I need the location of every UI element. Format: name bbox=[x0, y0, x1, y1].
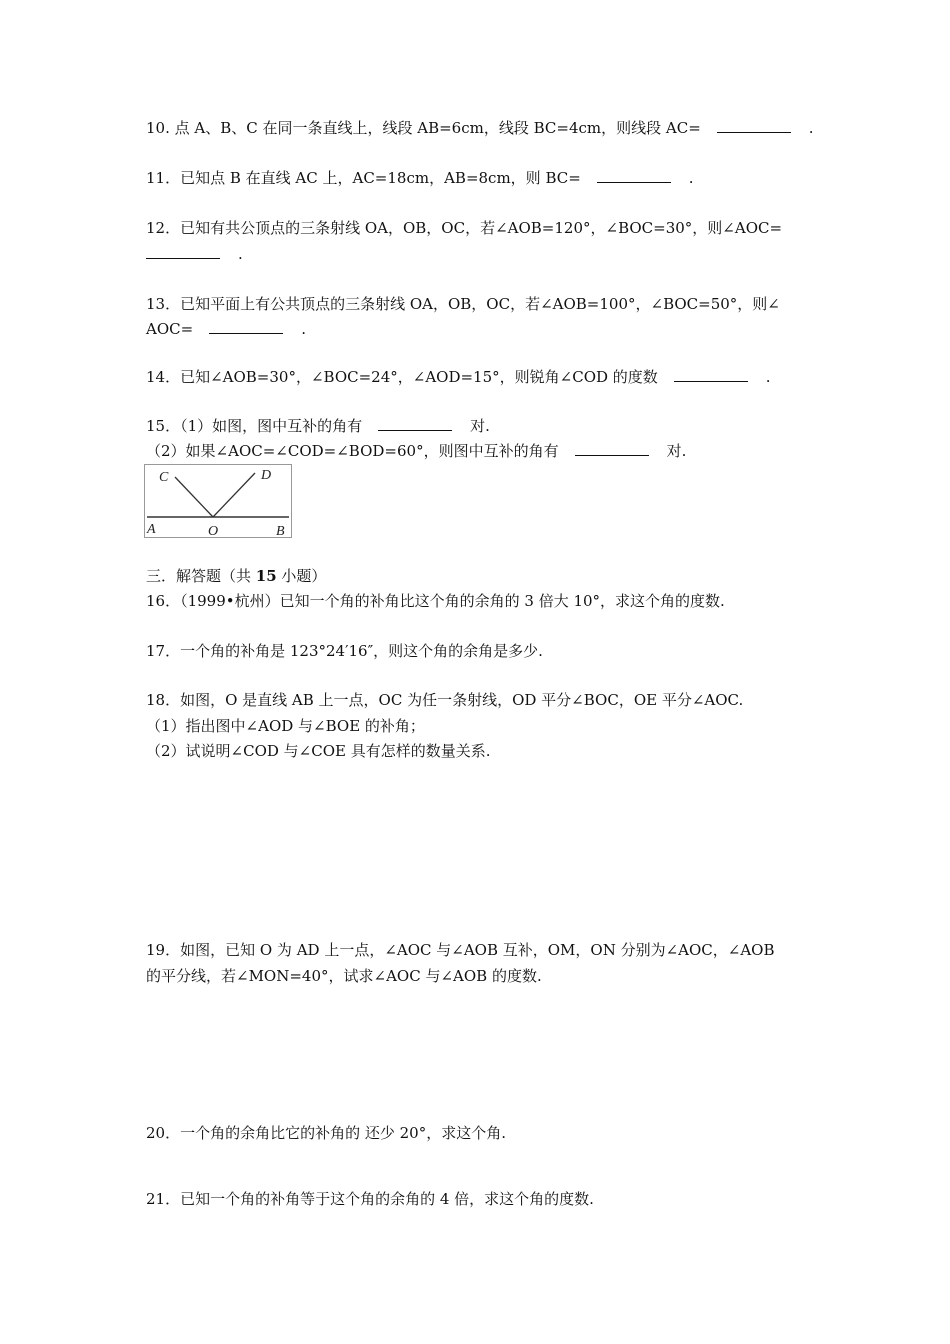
label-c: C bbox=[159, 470, 169, 485]
question-14-end: . bbox=[765, 368, 771, 386]
answer-blank bbox=[674, 367, 748, 382]
question-20-text: 20．一个角的余角比它的补角的 还少 20°，求这个角. bbox=[146, 1124, 506, 1142]
question-13-end: . bbox=[301, 320, 306, 338]
angle-diagram bbox=[145, 465, 291, 537]
question-19-line2: 的平分线，若∠MON=40°，试求∠AOC 与∠AOB 的度数. bbox=[146, 967, 542, 985]
question-15-part1-end: 对. bbox=[470, 417, 490, 435]
section-heading-suffix: 小题） bbox=[276, 567, 327, 585]
question-21-text: 21．已知一个角的补角等于这个角的余角的 4 倍，求这个角的度数. bbox=[146, 1190, 594, 1208]
section-heading-count: 15 bbox=[255, 567, 277, 585]
question-17-text: 17．一个角的补角是 123°24′16″，则这个角的余角是多少. bbox=[146, 642, 543, 660]
answer-blank bbox=[575, 441, 649, 456]
question-15-part1-text: 15．（1）如图，图中互补的角有 bbox=[146, 417, 363, 435]
question-14-text: 14．已知∠AOB=30°，∠BOC=24°，∠AOD=15°，则锐角∠COD 的度数 bbox=[146, 368, 658, 386]
question-14 bbox=[146, 367, 771, 387]
question-10-text: 10. 点 A、B、C 在同一条直线上，线段 AB=6cm，线段 BC=4cm，则线段 AC= bbox=[146, 119, 701, 137]
question-11-text: 11．已知点 B 在直线 AC 上，AC=18cm，AB=8cm，则 BC= bbox=[146, 169, 581, 187]
answer-blank bbox=[717, 118, 791, 133]
question-21 bbox=[146, 1189, 594, 1209]
answer-blank bbox=[378, 416, 452, 431]
section-heading bbox=[146, 566, 326, 586]
question-20 bbox=[146, 1123, 506, 1143]
ray-oc bbox=[175, 477, 213, 517]
question-18-line3: （2）试说明∠COD 与∠COE 具有怎样的数量关系. bbox=[146, 742, 491, 760]
question-19-continuation bbox=[146, 966, 542, 986]
question-18-line1: 18．如图，O 是直线 AB 上一点，OC 为任一条射线，OD 平分∠BOC，OE 平分∠AOC. bbox=[146, 691, 744, 709]
question-16-text: 16．（1999•杭州）已知一个角的补角比这个角的余角的 3 倍大 10°，求这个角的度数. bbox=[146, 592, 725, 610]
question-12-line1: 12．已知有共公顶点的三条射线 OA，OB，OC，若∠AOB=120°，∠BOC=30°，则∠AOC= bbox=[146, 219, 783, 237]
question-19 bbox=[146, 940, 775, 960]
angle-figure bbox=[144, 464, 292, 538]
question-15-part2-end: 对. bbox=[666, 442, 687, 460]
question-15-part2 bbox=[146, 441, 686, 461]
answer-blank bbox=[209, 319, 283, 334]
answer-blank bbox=[146, 244, 220, 259]
question-13-line1: 13．已知平面上有公共顶点的三条射线 OA，OB，OC，若∠AOB=100°，∠BOC=50°，则∠ bbox=[146, 295, 780, 313]
question-10-end: . bbox=[808, 119, 814, 137]
question-15-part2-text: （2）如果∠AOC=∠COD=∠BOD=60°，则图中互补的角有 bbox=[146, 442, 559, 460]
label-d: D bbox=[261, 468, 272, 483]
question-17 bbox=[146, 641, 543, 661]
question-16 bbox=[146, 591, 725, 611]
question-18-line2: （1）指出图中∠AOD 与∠BOE 的补角； bbox=[146, 717, 425, 735]
question-18-part2 bbox=[146, 741, 491, 761]
label-a: A bbox=[147, 522, 156, 537]
question-13 bbox=[146, 294, 780, 314]
question-13-line2: AOC= bbox=[146, 320, 194, 338]
question-19-line1: 19．如图，已知 O 为 AD 上一点，∠AOC 与∠AOB 互补，OM，ON 分别为∠AOC，∠AOB bbox=[146, 941, 775, 959]
question-10 bbox=[146, 118, 814, 138]
question-11-end: . bbox=[688, 169, 694, 187]
question-12-continuation bbox=[146, 244, 243, 264]
ray-od bbox=[213, 473, 255, 517]
question-18 bbox=[146, 690, 743, 710]
question-15-part1 bbox=[146, 416, 490, 436]
question-11 bbox=[146, 168, 694, 188]
answer-blank bbox=[597, 168, 671, 183]
question-13-continuation bbox=[146, 319, 306, 339]
section-heading-prefix: 三．解答题（共 bbox=[146, 567, 256, 585]
label-b: B bbox=[276, 524, 285, 537]
question-12 bbox=[146, 218, 782, 238]
question-18-part1 bbox=[146, 716, 425, 736]
question-12-end: . bbox=[238, 245, 243, 263]
label-o: O bbox=[208, 524, 219, 537]
